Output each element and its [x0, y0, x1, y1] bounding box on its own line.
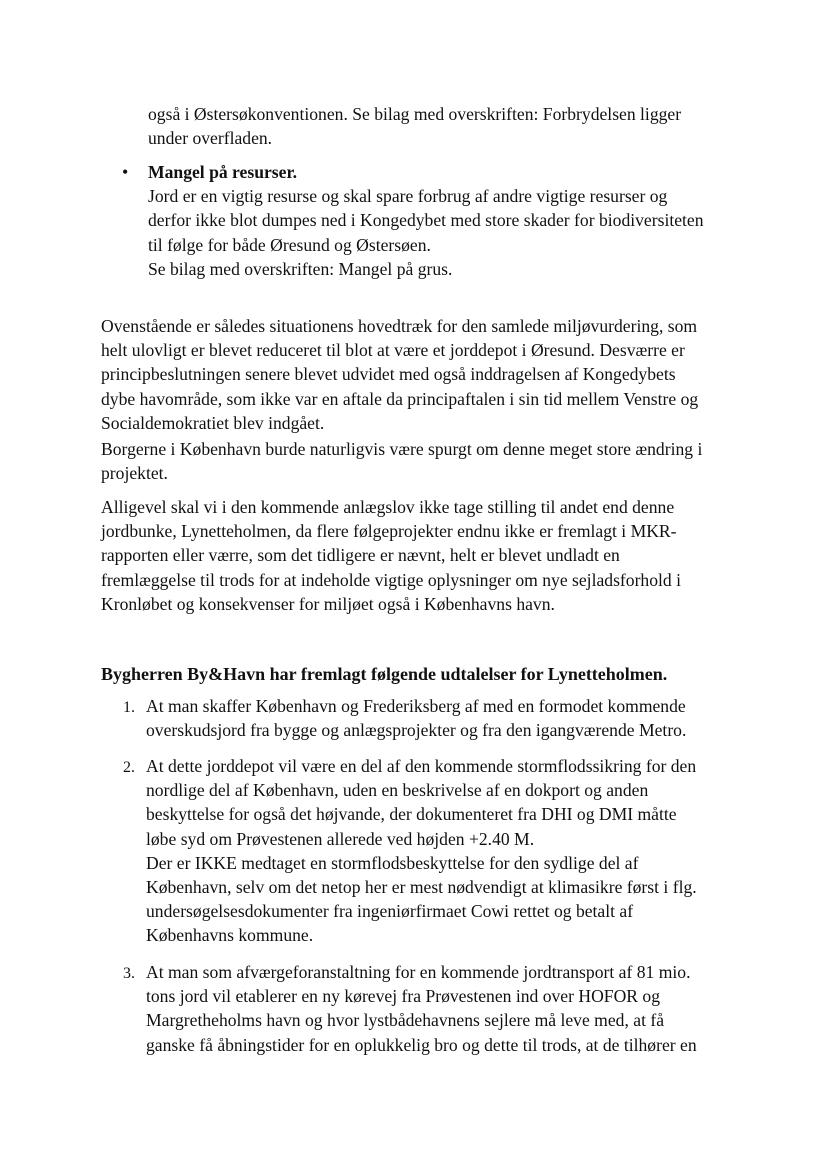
list-number: 1.	[123, 699, 135, 716]
text-line: løbe syd om Prøvestenen allerede ved højden +2.40 M.	[146, 828, 535, 849]
text-line: jordbunke, Lynetteholmen, da flere følgeprojekter endnu ikke er fremlagt i MKR-	[101, 521, 677, 542]
text-line: Ovenstående er således situationens hovedtræk for den samlede miljøvurdering, som	[101, 316, 698, 336]
text-line: Der er IKKE medtaget en stormflodsbeskyttelse for den sydlige del af	[146, 852, 639, 873]
section-heading: Bygherren By&Havn har fremlagt følgende udtalelser for Lynetteholmen.	[101, 664, 668, 684]
text-line: At man skaffer København og Frederiksberg af med en formodet kommende	[146, 696, 686, 716]
text-line: At man som afværgeforanstaltning for en kommende jordtransport af 81 mio.	[146, 962, 691, 982]
text-line: derfor ikke blot dumpes ned i Kongedybet med store skader for biodiversiteten	[148, 210, 704, 231]
paragraph-citizens	[101, 437, 702, 485]
list-item	[146, 694, 686, 742]
list-item	[146, 960, 697, 1057]
bullet-item	[148, 160, 704, 281]
text-line: Kronløbet og konsekvenser for miljøet også i Københavns havn.	[101, 593, 555, 614]
text-line: rapporten eller værre, som det tidligere er nævnt, helt er blevet undladt en	[101, 545, 620, 566]
list-number: 2.	[123, 759, 135, 776]
text-line: København, selv om det netop her er mest nødvendigt at klimasikre først i flg.	[146, 877, 697, 898]
bullet-title: Mangel på resurser.	[148, 162, 298, 182]
text-line: beskyttelse for også det højvande, der dokumenteret fra DHI og DMI måtte	[146, 804, 677, 825]
list-item	[146, 754, 697, 948]
text-line: Socialdemokratiet blev indgået.	[101, 412, 325, 433]
list-number: 3.	[123, 965, 135, 982]
text-line: under overfladen.	[148, 128, 273, 149]
paragraph-construction-law	[101, 495, 681, 616]
text-line: Margretheholms havn og hvor lystbådehavnens sejlere må leve med, at få	[146, 1010, 665, 1031]
text-line: nordlige del af København, uden en beskrivelse af en dokport og anden	[146, 780, 649, 801]
text-line: Borgerne i København burde naturligvis være spurgt om denne meget store ændring i	[101, 439, 703, 459]
text-line: dybe havområde, som ikke var en aftale da principaftalen i sin tid mellem Venstre og	[101, 388, 699, 409]
top-continuation-paragraph	[148, 102, 681, 150]
paragraph-summary	[101, 314, 698, 435]
text-line: Jord er en vigtig resurse og skal spare forbrug af andre vigtige resurser og	[148, 186, 668, 207]
text-line: fremlæggelse til trods for at indeholde vigtige oplysninger om nye sejladsforhold i	[101, 569, 681, 590]
text-line: Se bilag med overskriften: Mangel på grus.	[148, 258, 453, 279]
text-line: helt ulovligt er blevet reduceret til blot at være et jorddepot i Øresund. Desværre er	[101, 340, 685, 361]
bullet-marker: •	[122, 162, 129, 182]
text-line: Alligevel skal vi i den kommende anlægslov ikke tage stilling til andet end denne	[101, 497, 675, 517]
text-line: projektet.	[101, 463, 168, 484]
text-line: ganske få åbningstider for en oplukkelig bro og dette til trods, at de tilhører en	[146, 1034, 697, 1055]
text-line: principbeslutningen senere blevet udvidet med også inddragelsen af Kongedybets	[101, 364, 676, 385]
text-line: til følge for både Øresund og Østersøen.	[148, 234, 431, 255]
text-line: overskudsjord fra bygge og anlægsprojekter og fra den igangværende Metro.	[146, 720, 687, 741]
text-line: tons jord vil etablerer en ny kørevej fra Prøvestenen ind over HOFOR og	[146, 986, 660, 1007]
text-line: også i Østersøkonventionen. Se bilag med overskriften: Forbrydelsen ligger	[148, 104, 682, 124]
text-line: undersøgelsesdokumenter fra ingeniørfirmaet Cowi rettet og betalt af	[146, 901, 634, 922]
text-line: At dette jorddepot vil være en del af den kommende stormflodssikring for den	[146, 756, 697, 776]
text-line: Københavns kommune.	[146, 925, 314, 946]
